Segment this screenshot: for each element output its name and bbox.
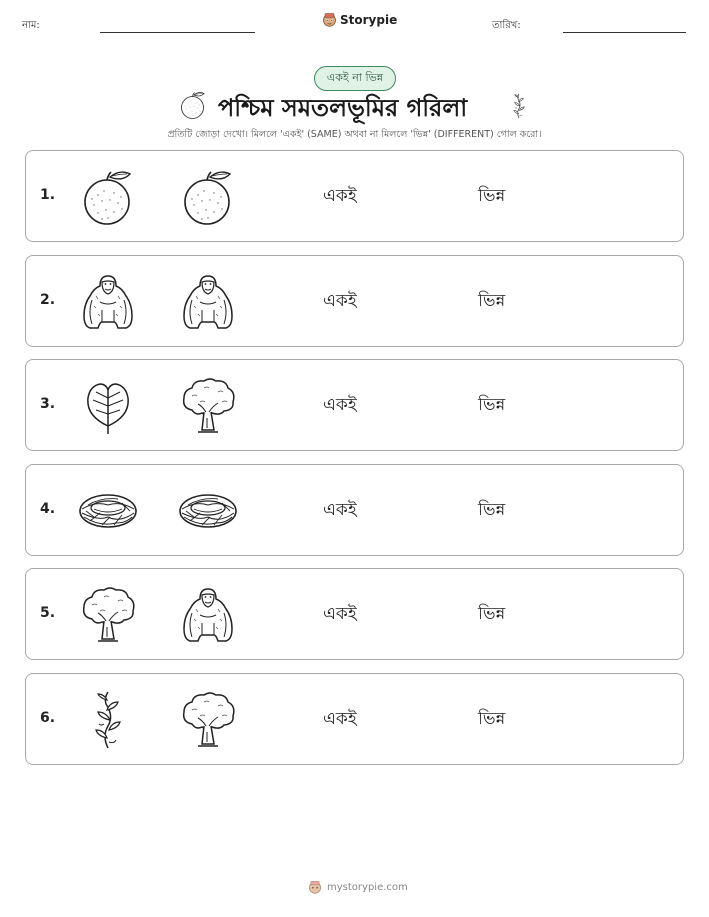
nest-icon <box>78 481 138 541</box>
nest-icon <box>178 481 238 541</box>
different-option[interactable]: ভিন্ন <box>478 500 506 520</box>
gorilla-icon <box>178 585 238 645</box>
row-number: 6. <box>40 710 56 726</box>
row-number: 4. <box>40 501 56 517</box>
different-option[interactable]: ভিন্ন <box>478 291 506 311</box>
orange-icon <box>178 90 208 120</box>
name-label: নাম: <box>22 20 40 31</box>
instructions: প্রতিটি জোড়া দেখো। মিললে 'একই' (SAME) অথবা না মিললে 'ভিন্ন' (DIFFERENT) গোল করো। <box>167 129 542 140</box>
exercise-row <box>25 150 684 242</box>
leaf-icon <box>78 376 138 436</box>
brand-name: Storypie <box>340 12 398 27</box>
same-option[interactable]: একই <box>323 395 357 415</box>
same-option[interactable]: একই <box>323 604 357 624</box>
page-title: পশ্চিম সমতলভূমির গরিলা <box>218 94 468 122</box>
exercise-row <box>25 464 684 556</box>
date-label: তারিখ: <box>492 20 521 31</box>
gorilla-icon <box>178 272 238 332</box>
row-number: 2. <box>40 292 56 308</box>
tree-icon <box>178 376 238 436</box>
name-line[interactable] <box>100 32 255 33</box>
different-option[interactable]: ভিন্ন <box>478 604 506 624</box>
vine-icon <box>78 690 138 750</box>
orange-icon <box>78 167 138 227</box>
row-number: 1. <box>40 187 56 203</box>
different-option[interactable]: ভিন্ন <box>478 186 506 206</box>
same-option[interactable]: একই <box>323 500 357 520</box>
same-option[interactable]: একই <box>323 291 357 311</box>
worksheet-type-badge: একই না ভিন্ন <box>314 66 396 91</box>
footer-url[interactable]: mystorypie.com <box>327 881 408 893</box>
tree-icon <box>78 585 138 645</box>
title-row <box>0 88 709 124</box>
gorilla-icon <box>78 272 138 332</box>
exercise-row <box>25 673 684 765</box>
vine-icon <box>506 90 532 122</box>
footer <box>308 880 408 894</box>
row-number: 3. <box>40 396 56 412</box>
different-option[interactable]: ভিন্ন <box>478 709 506 729</box>
exercise-row <box>25 359 684 451</box>
storypie-footer-icon <box>308 880 322 894</box>
row-number: 5. <box>40 605 56 621</box>
orange-icon <box>178 167 238 227</box>
different-option[interactable]: ভিন্ন <box>478 395 506 415</box>
storypie-logo-icon <box>322 12 337 27</box>
exercise-row <box>25 568 684 660</box>
date-line[interactable] <box>563 32 686 33</box>
brand-logo <box>322 12 397 27</box>
tree-icon <box>178 690 238 750</box>
exercise-row <box>25 255 684 347</box>
same-option[interactable]: একই <box>323 186 357 206</box>
same-option[interactable]: একই <box>323 709 357 729</box>
